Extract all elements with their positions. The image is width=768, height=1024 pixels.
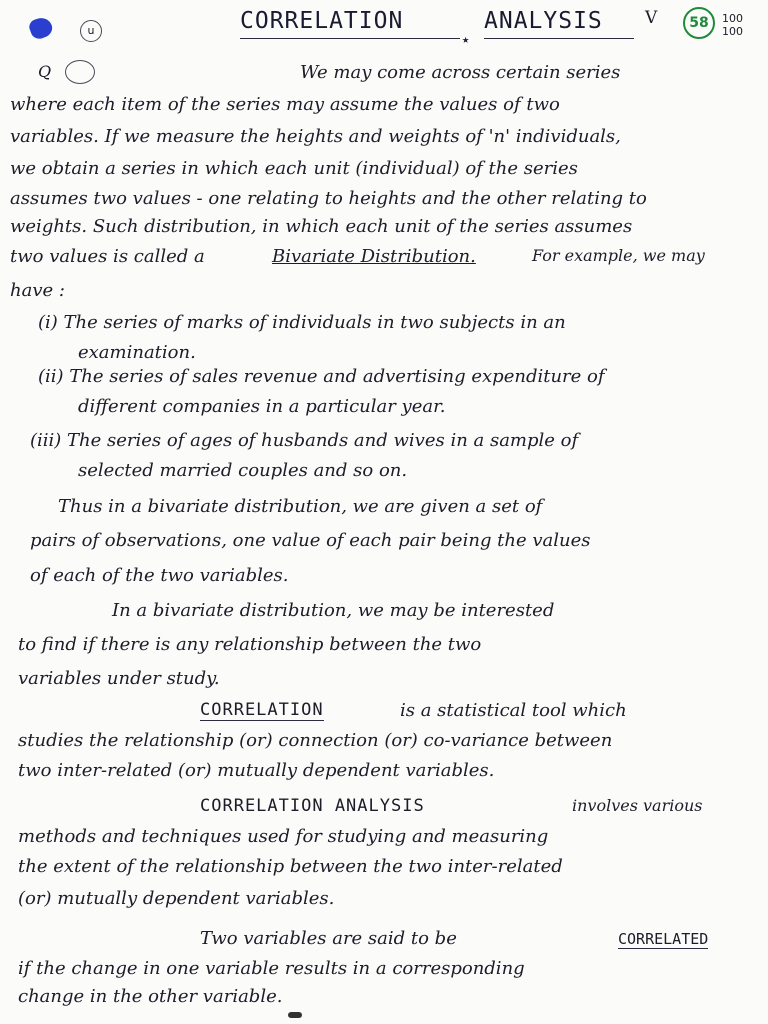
term-bivariate-distribution: Bivariate Distribution. [272, 246, 476, 267]
question-mark-icon: Q [38, 62, 52, 81]
text-line: Thus in a bivariate distribution, we are given a set of [58, 496, 543, 517]
text-line: if the change in one variable results in a corresponding [18, 958, 525, 979]
text-line: In a bivariate distribution, we may be interested [112, 600, 555, 621]
text-line: change in the other variable. [18, 986, 283, 1007]
title-analysis: ANALYSIS [484, 8, 603, 34]
corner-mark [722, 12, 743, 38]
list-item: different companies in a particular year. [78, 396, 446, 417]
ink-blot [27, 15, 55, 41]
text-line: to find if there is any relationship between the two [18, 634, 482, 655]
list-item: examination. [78, 342, 196, 363]
text-line: (or) mutually dependent variables. [18, 888, 335, 909]
scribble-circle-icon [65, 60, 95, 84]
list-item: (ii) The series of sales revenue and advertising expenditure of [38, 366, 605, 387]
text-line: methods and techniques used for studying and measuring [18, 826, 549, 847]
text-line: is a statistical tool which [400, 700, 627, 721]
title-correlation: CORRELATION [240, 8, 404, 34]
text-line: variables. If we measure the heights and weights of 'n' individuals, [10, 126, 621, 147]
list-item: (i) The series of marks of individuals in two subjects in an [38, 312, 566, 333]
text-line: have : [10, 280, 65, 301]
title-underline [484, 38, 634, 39]
text-line: We may come across certain series [300, 62, 621, 83]
list-item: selected married couples and so on. [78, 460, 408, 481]
text-line: weights. Such distribution, in which each unit of the series assumes [10, 216, 633, 237]
page-edge-mark [288, 1012, 302, 1018]
title-underline [240, 38, 460, 39]
text-line: variables under study. [18, 668, 220, 689]
unit-number: V [645, 8, 658, 28]
circled-mark: u [80, 20, 102, 42]
text-line: Two variables are said to be [200, 928, 457, 949]
list-item: (iii) The series of ages of husbands and wives in a sample of [30, 430, 579, 451]
text-line: pairs of observations, one value of each pair being the values [30, 530, 591, 551]
text-line: the extent of the relationship between the two inter-related [18, 856, 563, 877]
text-line: involves various [572, 796, 703, 815]
term-correlation-analysis: CORRELATION ANALYSIS [200, 796, 425, 816]
text-line: two values is called a [10, 246, 205, 267]
text-line: assumes two values - one relating to heights and the other relating to [10, 188, 647, 209]
term-correlation: CORRELATION [200, 700, 324, 720]
text-line: studies the relationship (or) connection (or) co-variance between [18, 730, 613, 751]
page-number-badge: 58 [683, 7, 715, 39]
term-correlated: CORRELATED [618, 930, 709, 948]
text-line: of each of the two variables. [30, 565, 289, 586]
corner-mark-top: 100 [722, 12, 743, 25]
text-line: we obtain a series in which each unit (individual) of the series [10, 158, 578, 179]
text-line: two inter-related (or) mutually dependent variables. [18, 760, 495, 781]
star-icon: ★ [462, 32, 471, 46]
text-line: For example, we may [532, 246, 705, 265]
corner-mark-bottom: 100 [722, 25, 743, 38]
text-line: where each item of the series may assume the values of two [10, 94, 560, 115]
